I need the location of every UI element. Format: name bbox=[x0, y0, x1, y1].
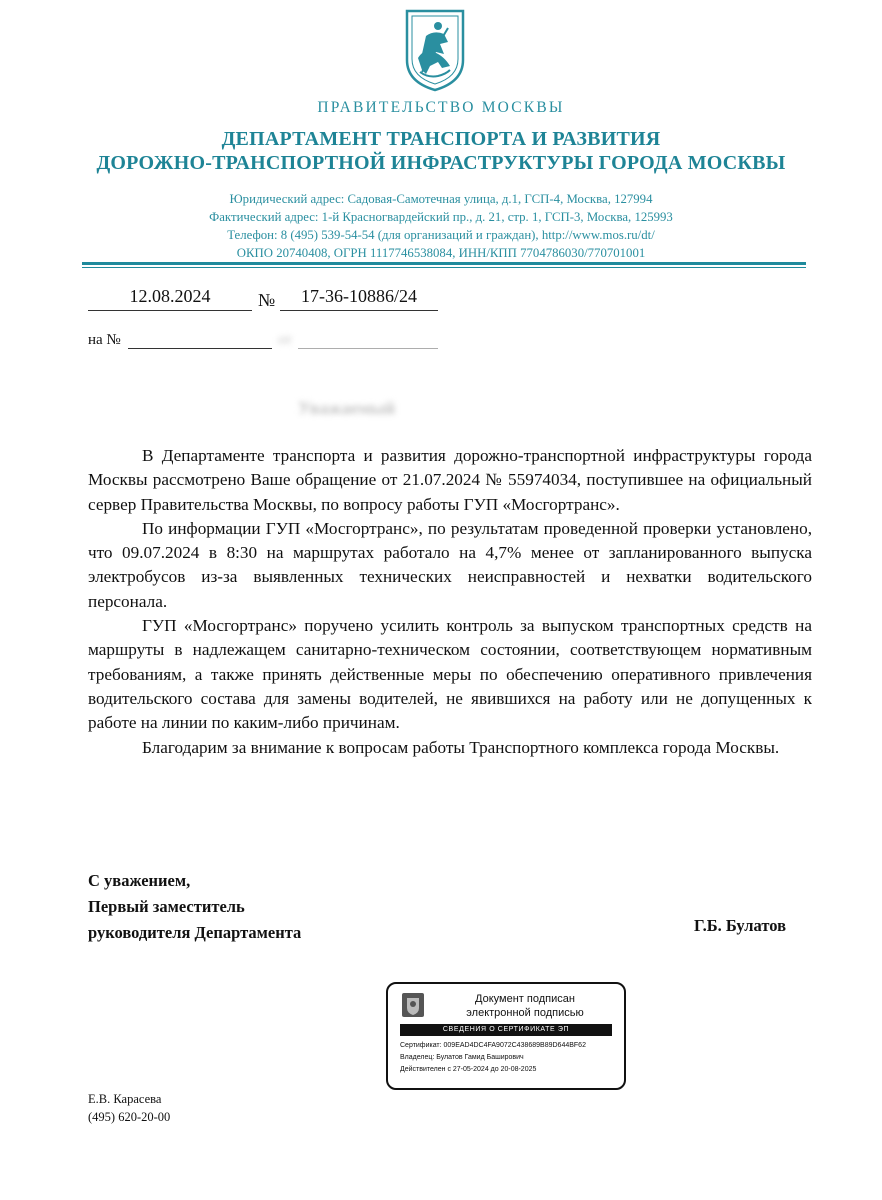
department-title-line2: ДОРОЖНО-ТРАНСПОРТНОЙ ИНФРАСТРУКТУРЫ ГОРОДА МОСКВЫ bbox=[96, 152, 786, 174]
reference-number-line bbox=[128, 332, 272, 349]
electronic-signature-stamp bbox=[386, 982, 626, 1090]
department-title-line1: ДЕПАРТАМЕНТ ТРАНСПОРТА И РАЗВИТИЯ bbox=[221, 128, 661, 150]
government-title: ПРАВИТЕЛЬСТВО МОСКВЫ bbox=[317, 99, 565, 116]
phone-website: Телефон: 8 (495) 539-54-54 (для организаций и граждан), http://www.mos.ru/dt/ bbox=[227, 228, 655, 242]
salutation: Уважаемый bbox=[298, 398, 396, 418]
moscow-coat-of-arms-icon bbox=[404, 8, 466, 92]
moscow-emblem-icon bbox=[400, 992, 426, 1018]
certificate-info-bar: СВЕДЕНИЯ О СЕРТИФИКАТЕ ЭП bbox=[400, 1024, 612, 1036]
executor-name: Е.В. Карасева bbox=[88, 1092, 162, 1106]
letter-body bbox=[88, 444, 812, 760]
registry-codes: ОКПО 20740408, ОГРН 1117746538084, ИНН/КПП 7704786030/770701001 bbox=[236, 246, 646, 260]
outgoing-date: 12.08.2024 bbox=[88, 286, 252, 311]
header-divider-thin bbox=[82, 267, 806, 268]
reference-date-line bbox=[298, 332, 438, 349]
signature-title: Документ подписан электронной подписью bbox=[466, 993, 584, 1019]
signer-position-line1: Первый заместитель bbox=[88, 897, 245, 916]
certificate-serial: Сертификат: 009EAD4DC4FA9072C438689B89D644BF62 bbox=[400, 1042, 586, 1049]
body-paragraph: В Департаменте транспорта и развития дорожно-транспортной инфраструктуры города Москвы рассмотрено Ваше обращение от 21.07.2024 № 55974034, поступившее на официальный сервер Правительства Москвы, по вопросу работы ГУП «Мосгортранс». bbox=[88, 446, 812, 514]
executor-block bbox=[88, 1090, 170, 1126]
executor-phone: (495) 620-20-00 bbox=[88, 1110, 171, 1124]
closing-block bbox=[88, 868, 301, 946]
outgoing-number: 17-36-10886/24 bbox=[280, 286, 438, 311]
header-divider bbox=[82, 262, 806, 265]
number-sign: № bbox=[258, 290, 276, 310]
reference-from-label: от bbox=[278, 332, 292, 348]
body-paragraph: По информации ГУП «Мосгортранс», по результатам проведенной проверки установлено, что 09.07.2024 в 8:30 на маршрутах работало на 4,7% менее от запланированного выпуска электробусов из-за выявленных технических неисправностей и нехватки водительского персонала. bbox=[88, 518, 812, 611]
reference-number-label: на № bbox=[88, 332, 121, 348]
closing-regards: С уважением, bbox=[88, 871, 191, 890]
certificate-validity: Действителен с 27-05-2024 до 20-08-2025 bbox=[400, 1066, 537, 1073]
legal-address: Юридический адрес: Садовая-Самотечная улица, д.1, ГСП-4, Москва, 127994 bbox=[229, 192, 653, 206]
body-paragraph: Благодарим за внимание к вопросам работы Транспортного комплекса города Москвы. bbox=[142, 737, 780, 757]
signer-name: Г.Б. Булатов bbox=[694, 916, 786, 935]
body-paragraph: ГУП «Мосгортранс» поручено усилить контроль за выпуском транспортных средств на маршруты в надлежащем санитарно-техническом состоянии, соответствующем нормативным требованиям, а также принять действенные меры по обеспечению оперативного привлечения водительского состава для замены водителей, не явившихся на работу или не допущенных к работе на линии по каким-либо причинам. bbox=[88, 616, 812, 733]
actual-address: Фактический адрес: 1-й Красногвардейский пр., д. 21, стр. 1, ГСП-3, Москва, 125993 bbox=[209, 210, 673, 224]
certificate-owner: Владелец: Булатов Гамид Баширович bbox=[400, 1054, 524, 1061]
signer-position-line2: руководителя Департамента bbox=[88, 923, 302, 942]
